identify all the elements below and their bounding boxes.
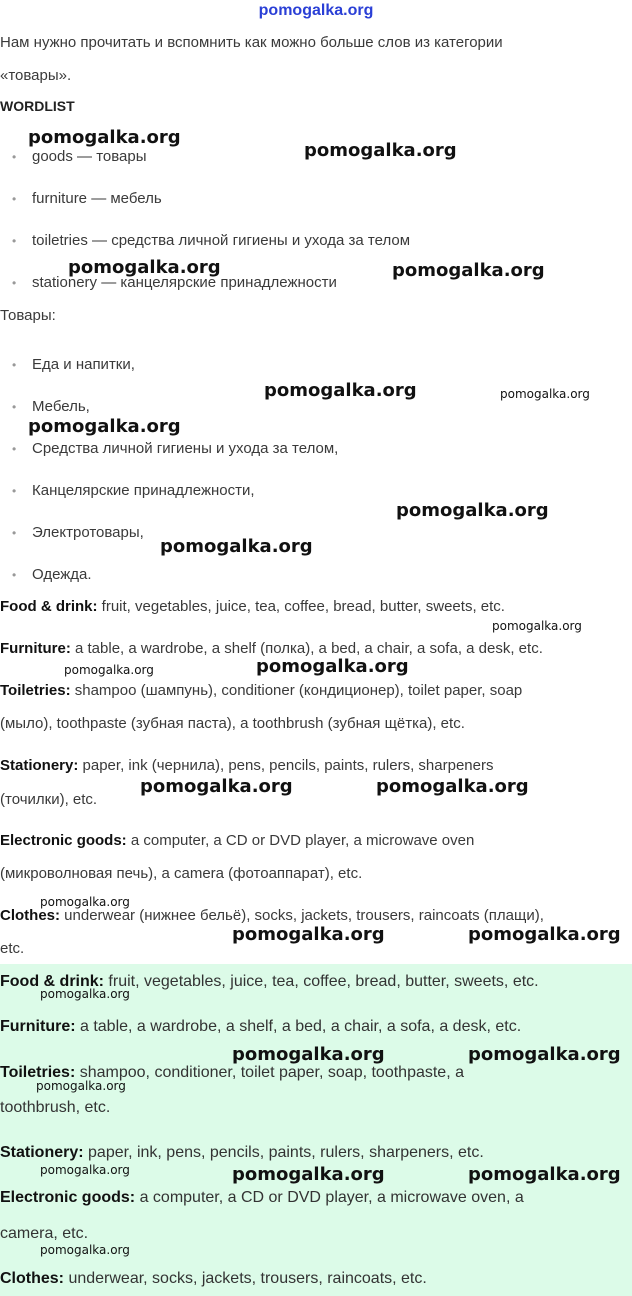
goods-item: • Средства личной гигиены и ухода за телом, — [16, 440, 338, 457]
watermark: pomogalka.org — [36, 1079, 126, 1093]
detail-electronics-cont: (микроволновая печь), a camera (фотоаппарат), etc. — [0, 865, 363, 882]
answer-electronics-cont: camera, etc. — [0, 1225, 89, 1242]
wordlist-item: • furniture — мебель — [16, 190, 162, 207]
answer-food: Food & drink: fruit, vegetables, juice, tea, coffee, bread, butter, sweets, etc. — [0, 973, 539, 990]
wordlist-item: • toiletries — средства личной гигиены и ухода за телом — [16, 232, 410, 249]
wordlist-item: • goods — товары — [16, 148, 147, 165]
watermark: pomogalka.org — [232, 1044, 385, 1065]
goods-title: Товары: — [0, 307, 56, 324]
watermark: pomogalka.org — [68, 257, 221, 278]
watermark: pomogalka.org — [392, 260, 545, 281]
watermark: pomogalka.org — [468, 1044, 621, 1065]
intro-line-2: «товары». — [0, 67, 72, 84]
wordlist-title: WORDLIST — [0, 98, 75, 114]
watermark: pomogalka.org — [500, 387, 590, 401]
watermark: pomogalka.org — [28, 127, 181, 148]
detail-clothes-cont: etc. — [0, 940, 25, 957]
goods-item: • Еда и напитки, — [16, 356, 135, 373]
watermark: pomogalka.org — [160, 536, 313, 557]
watermark: pomogalka.org — [40, 1163, 130, 1177]
goods-item: • Канцелярские принадлежности, — [16, 482, 255, 499]
goods-item: • Мебель, — [16, 398, 90, 415]
detail-food: Food & drink: fruit, vegetables, juice, tea, coffee, bread, butter, sweets, etc. — [0, 598, 505, 615]
watermark: pomogalka.org — [64, 663, 154, 677]
watermark: pomogalka.org — [492, 619, 582, 633]
watermark: pomogalka.org — [376, 776, 529, 797]
watermark: pomogalka.org — [40, 1243, 130, 1257]
watermark: pomogalka.org — [140, 776, 293, 797]
intro-line-1: Нам нужно прочитать и вспомнить как можно больше слов из категории — [0, 34, 503, 51]
answer-toiletries: Toiletries: shampoo, conditioner, toilet paper, soap, toothpaste, a — [0, 1064, 464, 1081]
watermark: pomogalka.org — [40, 895, 130, 909]
watermark: pomogalka.org — [28, 416, 181, 437]
watermark: pomogalka.org — [396, 500, 549, 521]
detail-stationery-cont: (точилки), etc. — [0, 791, 98, 808]
detail-clothes: Clothes: underwear (нижнее бельё), socks, jackets, trousers, raincoats (плащи), — [0, 907, 544, 924]
watermark: pomogalka.org — [256, 656, 409, 677]
answer-electronics: Electronic goods: a computer, a CD or DVD player, a microwave oven, a — [0, 1189, 524, 1206]
detail-furniture: Furniture: a table, a wardrobe, a shelf (полка), a bed, a chair, a sofa, a desk, etc. — [0, 640, 543, 657]
answer-clothes: Clothes: underwear, socks, jackets, trousers, raincoats, etc. — [0, 1270, 427, 1287]
goods-item: • Электротовары, — [16, 524, 144, 541]
site-link[interactable]: pomogalka.org — [258, 2, 374, 19]
watermark: pomogalka.org — [40, 987, 130, 1001]
answer-furniture: Furniture: a table, a wardrobe, a shelf, a bed, a chair, a sofa, a desk, etc. — [0, 1018, 522, 1035]
watermark: pomogalka.org — [232, 924, 385, 945]
detail-stationery: Stationery: paper, ink (чернила), pens, pencils, paints, rulers, sharpeners — [0, 757, 494, 774]
answer-toiletries-cont: toothbrush, etc. — [0, 1099, 111, 1116]
goods-item: • Одежда. — [16, 566, 92, 583]
detail-toiletries-cont: (мыло), toothpaste (зубная паста), a toothbrush (зубная щётка), etc. — [0, 715, 465, 732]
detail-electronics: Electronic goods: a computer, a CD or DVD player, a microwave oven — [0, 832, 475, 849]
watermark: pomogalka.org — [304, 140, 457, 161]
watermark: pomogalka.org — [468, 1164, 621, 1185]
answer-stationery: Stationery: paper, ink, pens, pencils, paints, rulers, sharpeners, etc. — [0, 1144, 484, 1161]
detail-toiletries: Toiletries: shampoo (шампунь), conditioner (кондиционер), toilet paper, soap — [0, 682, 523, 699]
watermark: pomogalka.org — [264, 380, 417, 401]
watermark: pomogalka.org — [468, 924, 621, 945]
wordlist-item: • stationery — канцелярские принадлежности — [16, 274, 337, 291]
watermark: pomogalka.org — [232, 1164, 385, 1185]
